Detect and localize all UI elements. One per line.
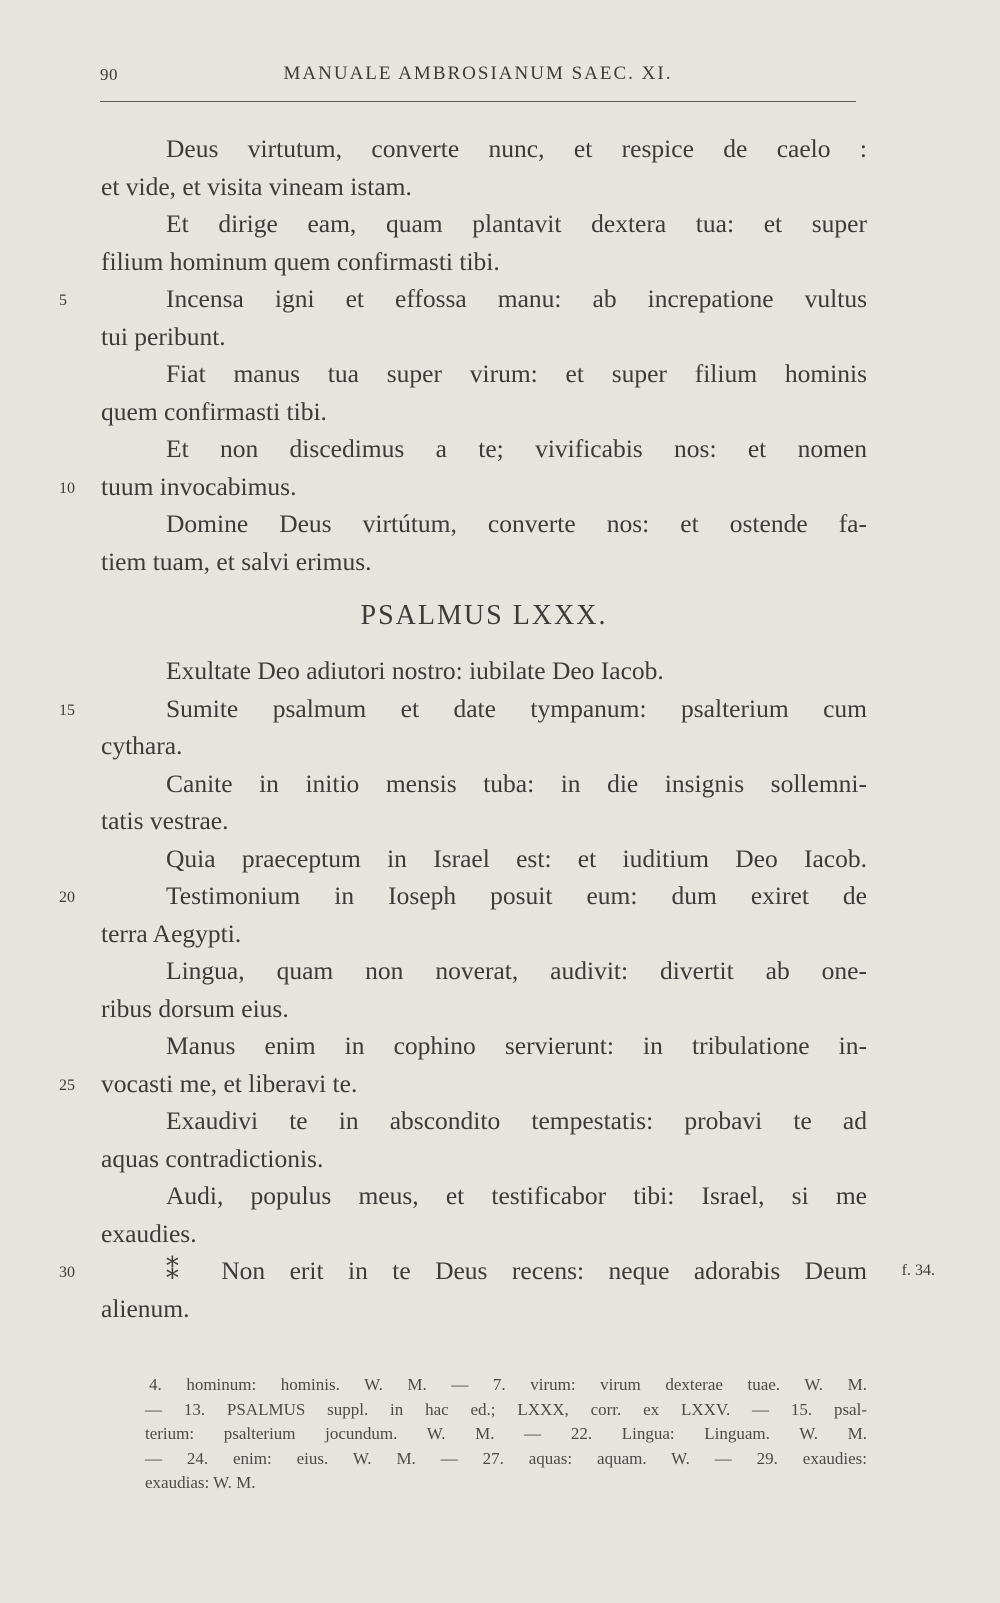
- text-line: [101, 765, 867, 803]
- line-text: Lingua, quam non noverat, audivit: divertit ab one-: [166, 956, 867, 985]
- text-line: [101, 318, 867, 356]
- line-text: et vide, et visita vineam istam.: [101, 171, 412, 201]
- line-text: Testimonium in Ioseph posuit eum: dum exiret de: [166, 881, 867, 910]
- footnote-line: — 24. enim: eius. W. M. — 27. aquas: aquam. W. — 29. exaudies:: [145, 1448, 867, 1468]
- line-number: 10: [59, 479, 75, 497]
- line-text: Domine Deus virtútum, converte nos: et ostende fa-: [166, 509, 867, 538]
- line-text: Deus virtutum, converte nunc, et respice de caelo :: [166, 134, 867, 163]
- line-text: tuum invocabimus.: [101, 471, 297, 501]
- line-text: Sumite psalmum et date tympanum: psalterium cum: [166, 693, 867, 723]
- text-line: [101, 205, 867, 243]
- text-line: [59, 280, 867, 318]
- running-title: MANUALE AMBROSIANUM SAEC. XI.: [283, 63, 673, 84]
- footnote-line: exaudias: W. M.: [145, 1473, 256, 1492]
- text-line: [101, 840, 867, 878]
- text-line: [59, 468, 867, 506]
- line-text: cythara.: [101, 731, 183, 760]
- text-line: [101, 1290, 867, 1328]
- footnote-line: 4. hominum: hominis. W. M. — 7. virum: virum dexterae tuae. W. M.: [149, 1375, 867, 1394]
- line-text: vocasti me, et liberavi te.: [101, 1068, 358, 1098]
- psalm-heading: PSALMUS LXXX.: [360, 600, 608, 631]
- line-text: quem confirmasti tibi.: [101, 396, 327, 426]
- line-text: Fiat manus tua super virum: et super filium hominis: [166, 359, 867, 388]
- footnote-line: terium: psalterium jocundum. W. M. — 22. Lingua: Linguam. W. M.: [145, 1424, 867, 1443]
- text-line: [101, 168, 867, 206]
- text-line: [101, 990, 867, 1028]
- text-line: [101, 1215, 867, 1253]
- text-line: [59, 877, 867, 915]
- line-number: 15: [59, 701, 75, 719]
- line-text: Audi, populus meus, et testificabor tibi: Israel, si me: [166, 1181, 867, 1210]
- text-line: [59, 690, 867, 728]
- text-line: [101, 915, 867, 953]
- text-line: [101, 1177, 867, 1215]
- line-text: alienum.: [101, 1293, 190, 1323]
- text-line: [101, 543, 867, 581]
- line-text: Exultate Deo adiutori nostro: iubilate Deo Iacob.: [166, 656, 664, 685]
- text-line: [101, 130, 867, 168]
- line-text: Exaudivi te in abscondito tempestatis: probavi te ad: [166, 1106, 867, 1135]
- text-line: [101, 802, 867, 840]
- text-line: [59, 1065, 867, 1103]
- text-line: [101, 505, 867, 543]
- text-line: [101, 727, 867, 765]
- line-text: tiem tuam, et salvi erimus.: [101, 546, 372, 576]
- text-line: [59, 1252, 935, 1290]
- text-line: [101, 952, 867, 990]
- line-text: ⁑ Non erit in te Deus recens: neque adorabis Deum: [166, 1256, 867, 1285]
- line-text: ribus dorsum eius.: [101, 993, 289, 1023]
- page-header: [100, 63, 856, 103]
- text-line: [101, 243, 867, 281]
- text-line: [101, 355, 867, 393]
- line-text: Canite in initio mensis tuba: in die insignis sollemni-: [166, 768, 867, 798]
- line-text: Manus enim in cophino servierunt: in tribulatione in-: [166, 1031, 867, 1060]
- line-text: filium hominum quem confirmasti tibi.: [101, 246, 500, 276]
- header-rule: [100, 101, 856, 102]
- text-line: [101, 1027, 867, 1065]
- page-number: 90: [100, 65, 118, 84]
- line-number: 5: [59, 292, 67, 309]
- line-text: Et non discedimus a te; vivificabis nos: et nomen: [166, 434, 867, 463]
- line-text: exaudies.: [101, 1218, 197, 1248]
- line-number: 20: [59, 889, 75, 906]
- text-line: [101, 393, 867, 431]
- folio-marker: f. 34.: [901, 1262, 935, 1279]
- line-number: 30: [59, 1264, 75, 1281]
- body-text: [59, 130, 935, 1327]
- line-text: Et dirige eam, quam plantavit dextera tua: et super: [166, 209, 867, 238]
- line-text: Quia praeceptum in Israel est: et iuditium Deo Iacob.: [166, 843, 867, 873]
- footnotes: [145, 1373, 867, 1496]
- text-line: [101, 652, 867, 690]
- line-text: tatis vestrae.: [101, 806, 229, 835]
- text-line: [101, 430, 867, 468]
- line-number: 25: [59, 1076, 75, 1094]
- footnote-line: — 13. PSALMUS suppl. in hac ed.; LXXX, corr. ex LXXV. — 15. psal-: [145, 1399, 867, 1419]
- line-text: tui peribunt.: [101, 321, 226, 351]
- line-text: aquas contradictionis.: [101, 1143, 324, 1173]
- line-text: Incensa igni et effossa manu: ab increpatione vultus: [166, 284, 867, 313]
- text-line: [101, 1102, 867, 1140]
- text-line: [101, 1140, 867, 1178]
- line-text: terra Aegypti.: [101, 918, 242, 948]
